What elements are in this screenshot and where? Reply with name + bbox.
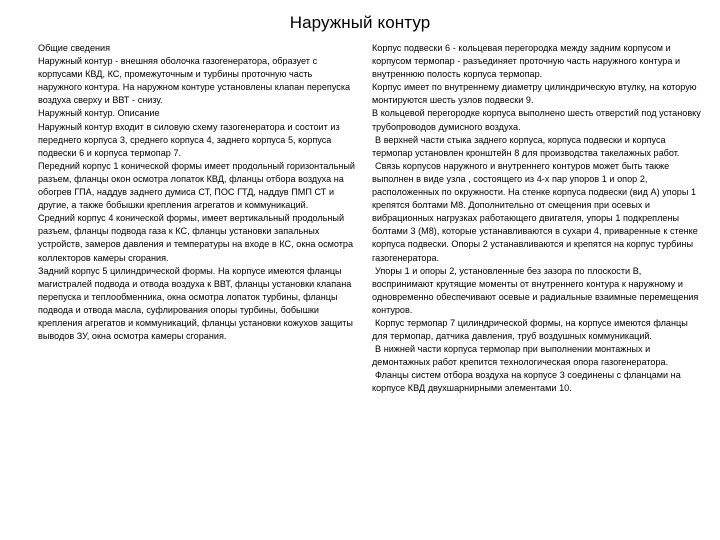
left-paragraph-3: Наружный контур входит в силовую схему газогенератора и состоит из переднего корпуса 3, среднего корпуса 4, заднего корпуса 5, корпуса подвески 6 и корпуса термопар 7. [38,121,340,158]
left-paragraph-2-subheading: Наружный контур. Описание [38,108,160,119]
right-paragraph-9: Фланцы систем отбора воздуха на корпусе 3 соединены с фланцами на корпусе КВД двухшарнирными элементами 10. [372,370,681,394]
right-paragraph-1: Корпус подвески 6 - кольцевая перегородка между задним корпусом и корпусом термопар - разъединяет проточную часть наружного контура и внутреннюю полость корпуса термопар. [372,43,681,80]
left-paragraph-6: Задний корпус 5 цилиндрической формы. На корпусе имеются фланцы магистралей подвода и отвода воздуха к ВВТ, фланцы установки клапана перепуска и теплообменника, окна осмотра лопаток турбины, фланцы подвода и отвода масла, суфлирования опоры турбины, бобышки крепления агрегатов и коммуникаций, фланцы установки кожухов защиты выводов ЗУ, окна осмотра камеры сгорания. [38,265,353,342]
right-paragraph-7: Корпус термопар 7 цилиндрической формы, на корпусе имеются фланцы для термопар, датчика давления, труб воздушных коммуникаций. [372,317,688,342]
left-text-column [38,42,356,343]
right-paragraph-5: Связь корпусов наружного и внутреннего контуров может быть также выполнен в виде узла , состоящего из 4-х пар упоров 1 и опор 2, расположенных по окружности. На стенке корпуса подвески (вид А) упоры 1 крепятся болтами М8. Дополнительно от смещения при осевых и вибрационных нагрузках работающего двигателя, упоры 1 подкреплены болтами 3 (М8), которые устанавливаются в сухари 4, приваренные к стенке корпуса подвески. Опоры 2 устанавливаются и крепятся на корпус турбины газогенератора. [372,160,698,263]
left-paragraph-4: Передний корпус 1 конической формы имеет продольный горизонтальный разъем, фланцы окон осмотра лопаток КВД, фланцы отбора воздуха на обогрев ГПА, наддув заднего думиса СТ, ПОС ГТД, наддув ПМП СТ и другие, а также бобышки крепления агрегатов и коммуникаций. [38,160,355,211]
left-paragraph-5: Средний корпус 4 конической формы, имеет вертикальный продольный разъем, фланцы подвода газа к КС, фланцы установки запальных устройств, замеров давления и температуры на входе в КС, окна осмотра коллекторов камеры сгорания. [38,213,354,263]
right-paragraph-2: Корпус имеет по внутреннему диаметру цилиндрическую втулку, на которую монтируются шесть узлов подвески 9. [372,82,697,106]
slide-body [0,42,720,512]
right-text-column [372,42,702,396]
right-paragraph-4: В верхней части стыка заднего корпуса, корпуса подвески и корпуса термопар установлен кронштейн 8 для производства такелажных работ. [372,134,680,158]
right-paragraph-3: В кольцевой перегородке корпуса выполнено шесть отверстий под установку трубопроводов думисного воздуха. [372,108,701,132]
left-column-heading: Общие сведения [38,43,111,53]
slide-title: Наружный контур [289,13,431,32]
right-paragraph-6: Упоры 1 и опоры 2, установленные без зазора по плоскости В, воспринимают крутящие моменты от внутреннего контура к наружному и одновременно обеспечивают осевые и радиальные взаимные перемещения контуров. [372,265,699,315]
left-paragraph-1: Наружный контур - внешняя оболочка газогенератора, образует с корпусами КВД, КС, промежуточным и турбины проточную часть наружного контура. На наружном контуре установлены клапан перепуска воздуха сверху и ВВТ - снизу. [38,56,351,106]
right-paragraph-8: В нижней части корпуса термопар при выполнении монтажных и демонтажных работ крепится технологическая опора газогенератора. [372,344,669,368]
